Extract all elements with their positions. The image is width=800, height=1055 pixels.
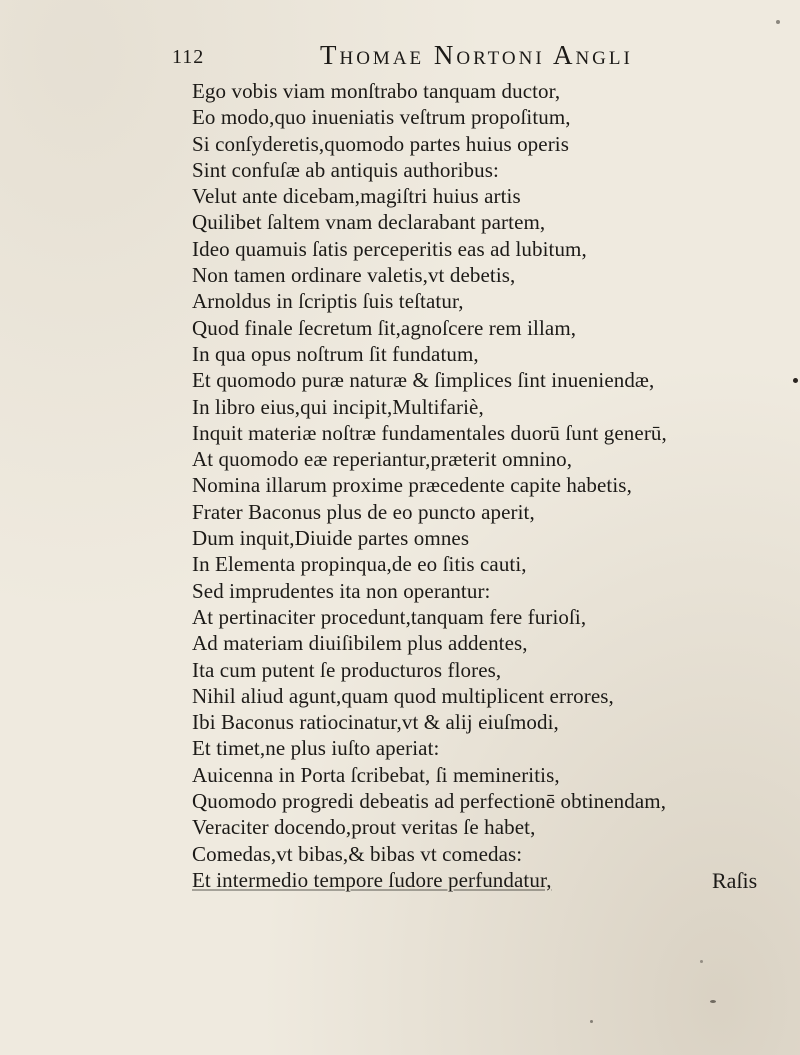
verse-line: Nihil aliud agunt,quam quod multiplicent errores, — [192, 683, 614, 708]
verse-line: Quomodo progredi debeatis ad perfectionē obtinendam, — [192, 789, 667, 814]
verse-line: Arnoldus in ſcriptis ſuis teſtatur, — [192, 289, 464, 314]
verse-line: Auicenna in Porta ſcribebat, ſi memineritis, — [192, 762, 560, 787]
catchword: Raſis — [712, 868, 758, 893]
verse-line: At pertinaciter procedunt,tanquam fere furioſi, — [192, 604, 587, 629]
verse-line: Inquit materiæ noſtræ fundamentales duorū ſunt generū, — [192, 420, 667, 445]
verse-line: Sed imprudentes ita non operantur: — [192, 578, 491, 603]
verse-line: Quilibet ſaltem vnam declarabant partem, — [192, 210, 546, 235]
verse-line: Nomina illarum proxime præcedente capite habetis, — [192, 473, 632, 498]
ink-speck — [710, 1000, 716, 1003]
verse-line: Ibi Baconus ratiocinatur,vt & alij eiuſmodi, — [192, 710, 559, 735]
page-header — [172, 40, 732, 80]
verse-line: Ita cum putent ſe producturos flores, — [192, 657, 502, 682]
verse-line: Si conſyderetis,quomodo partes huius operis — [192, 131, 569, 156]
ink-speck — [590, 1020, 593, 1023]
verse-line: Et quomodo puræ naturæ & ſimplices ſint inueniendæ, — [192, 368, 655, 393]
verse-line: Et intermedio tempore ſudore perfundatur, — [192, 867, 552, 892]
verse-line: Ad materiam diuiſibilem plus addentes, — [192, 631, 528, 656]
verse-line: In qua opus noſtrum ſit fundatum, — [192, 341, 479, 366]
verse-line: Sint confuſæ ab antiquis authoribus: — [192, 157, 499, 182]
verse-line: In libro eius,qui incipit,Multifariè, — [192, 394, 484, 419]
verse-line: Eo modo,quo inueniatis veſtrum propoſitum, — [192, 105, 571, 130]
verse-line: In Elementa propinqua,de eo ſitis cauti, — [192, 552, 527, 577]
verse-line: Non tamen ordinare valetis,vt debetis, — [192, 263, 516, 288]
verse-line: Dum inquit,Diuide partes omnes — [192, 526, 470, 551]
verse-line: Comedas,vt bibas,& bibas vt comedas: — [192, 841, 523, 866]
verse-line: Ego vobis viam monſtrabo tanquam ductor, — [192, 79, 561, 103]
verse-line: At quomodo eæ reperiantur,præterit omnino, — [192, 447, 573, 472]
verse-line: Frater Baconus plus de eo puncto aperit, — [192, 499, 535, 524]
verse-line: Veraciter docendo,prout veritas ſe habet, — [192, 815, 536, 840]
verse-line: Velut ante dicebam,magiſtri huius artis — [192, 184, 521, 209]
verse-line: Et timet,ne plus iuſto aperiat: — [192, 736, 440, 761]
poem-text — [192, 78, 792, 893]
verse-line: Ideo quamuis ſatis perceperitis eas ad lubitum, — [192, 236, 587, 261]
ink-speck — [776, 20, 780, 24]
running-title: Thomae Nortoni Angli — [320, 40, 633, 70]
ink-speck — [700, 960, 703, 963]
ink-speck — [793, 378, 798, 383]
verse-line: Quod finale ſecretum ſit,agnoſcere rem illam, — [192, 315, 577, 340]
page-number: 112 — [172, 46, 205, 68]
